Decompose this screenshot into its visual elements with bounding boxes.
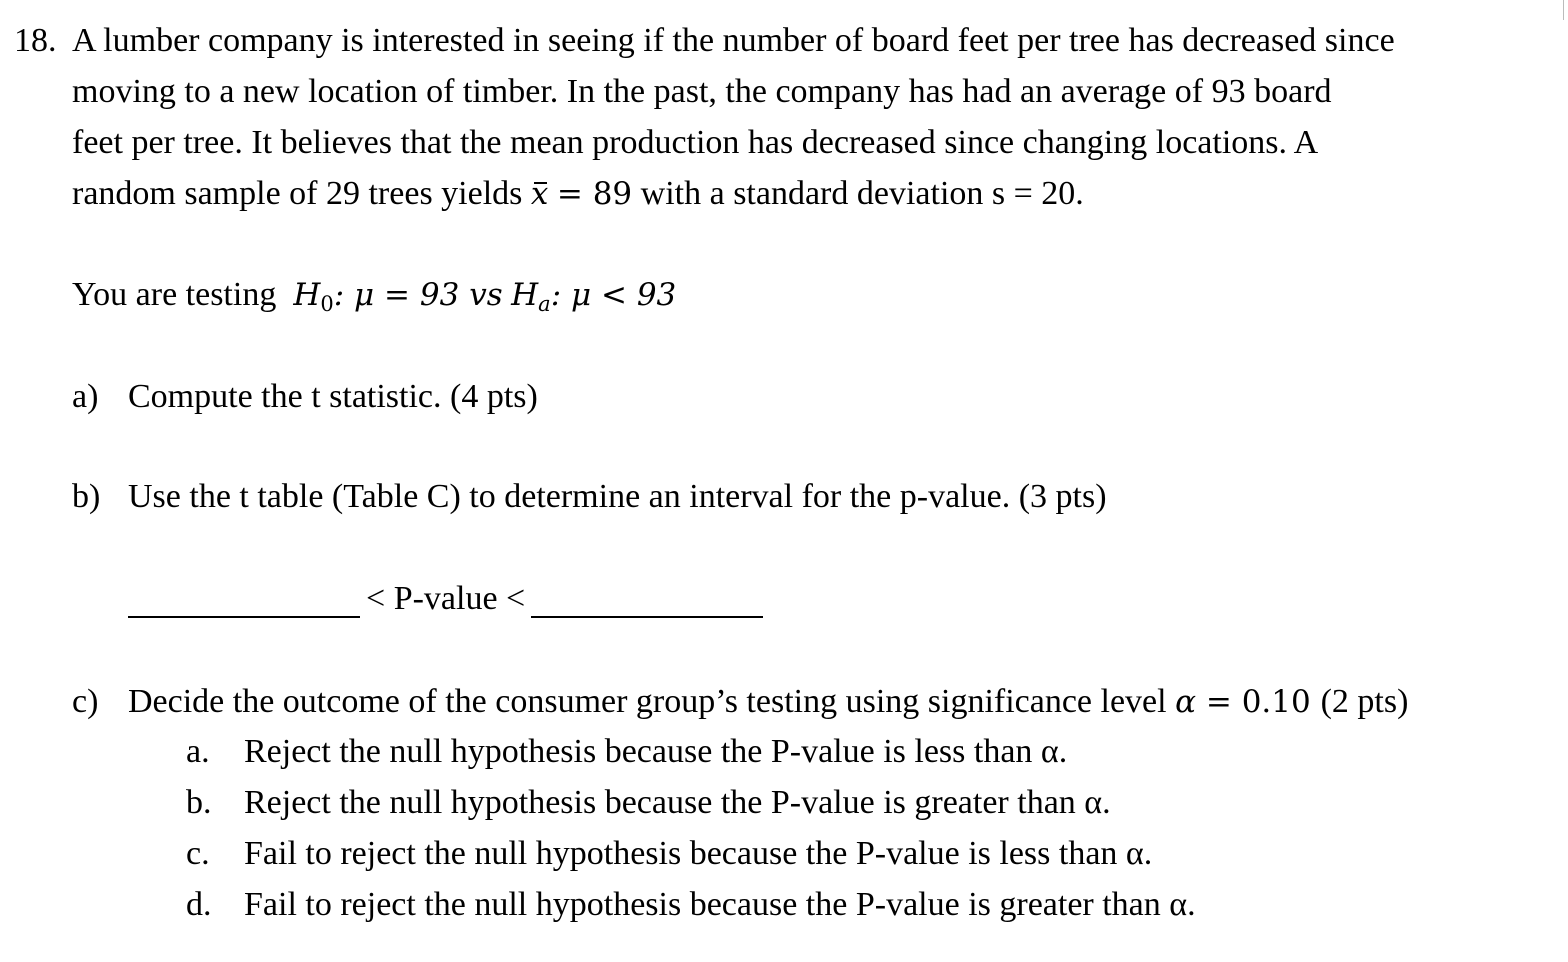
question-number: 18.: [14, 22, 57, 59]
part-a-letter: a): [72, 378, 99, 415]
ha-condition: : μ < 93: [550, 277, 677, 313]
option-c-text: Fail to reject the null hypothesis because the P-value is less than α.: [244, 835, 1153, 872]
option-b-text: Reject the null hypothesis because the P-value is greater than α.: [244, 784, 1111, 821]
line-4-start: random sample of 29 trees yields: [72, 175, 523, 212]
null-hypothesis: [293, 277, 470, 316]
ha-letter: H: [511, 277, 539, 313]
question-line-4: [72, 175, 1084, 213]
part-c-text: Decide the outcome of the consumer group’s testing using significance level: [128, 683, 1167, 720]
question-line-1: A lumber company is interested in seeing if the number of board feet per tree has decreased since: [72, 22, 1395, 59]
option-d-text: Fail to reject the null hypothesis because the P-value is greater than α.: [244, 886, 1196, 923]
option-a-letter: a.: [186, 733, 210, 770]
option-a[interactable]: [186, 733, 1067, 771]
pvalue-label: [360, 580, 531, 618]
alternative-hypothesis: [511, 277, 677, 316]
option-b-letter: b.: [186, 784, 212, 821]
part-c-points: (2 pts): [1320, 683, 1409, 720]
sample-mean-value: = 89: [556, 176, 633, 212]
lower-bound-blank[interactable]: [128, 580, 360, 618]
option-b[interactable]: [186, 784, 1111, 822]
page-edge-mark: [1563, 0, 1564, 20]
part-a-text: Compute the t statistic. (4 pts): [128, 378, 538, 415]
vs-word: vs: [469, 277, 503, 313]
alpha-symbol: α: [1175, 684, 1197, 720]
option-d[interactable]: [186, 886, 1196, 924]
sample-mean-symbol: x: [530, 176, 549, 212]
option-c[interactable]: [186, 835, 1152, 873]
part-c-letter: c): [72, 683, 99, 720]
right-less-than: <: [506, 580, 526, 617]
option-c-letter: c.: [186, 835, 210, 872]
question-line-3: feet per tree. It believes that the mean production has decreased since changing locations. A: [72, 124, 1319, 161]
h0-condition: : μ = 93: [333, 277, 470, 313]
option-d-letter: d.: [186, 886, 212, 923]
pvalue-text: P-value: [393, 580, 498, 617]
part-a: [72, 378, 538, 416]
part-c: [72, 683, 1408, 721]
line-4-end: with a standard deviation s = 20.: [640, 175, 1084, 212]
h0-subscript: 0: [320, 292, 334, 316]
upper-bound-blank[interactable]: [531, 580, 763, 618]
option-a-text: Reject the null hypothesis because the P-value is less than α.: [244, 733, 1068, 770]
ha-subscript: a: [538, 292, 551, 316]
h0-letter: H: [293, 277, 321, 313]
alpha-value: = 0.10: [1196, 684, 1321, 720]
pvalue-interval: [128, 580, 763, 618]
left-less-than: <: [366, 580, 386, 617]
question-line-2: moving to a new location of timber. In the past, the company has had an average of 93 board: [72, 73, 1332, 110]
part-b-text: Use the t table (Table C) to determine an interval for the p-value. (3 pts): [128, 478, 1107, 515]
part-b-letter: b): [72, 478, 101, 515]
hypothesis-statement: [72, 276, 676, 316]
part-b: [72, 478, 1107, 516]
testing-prefix: You are testing: [72, 276, 277, 313]
